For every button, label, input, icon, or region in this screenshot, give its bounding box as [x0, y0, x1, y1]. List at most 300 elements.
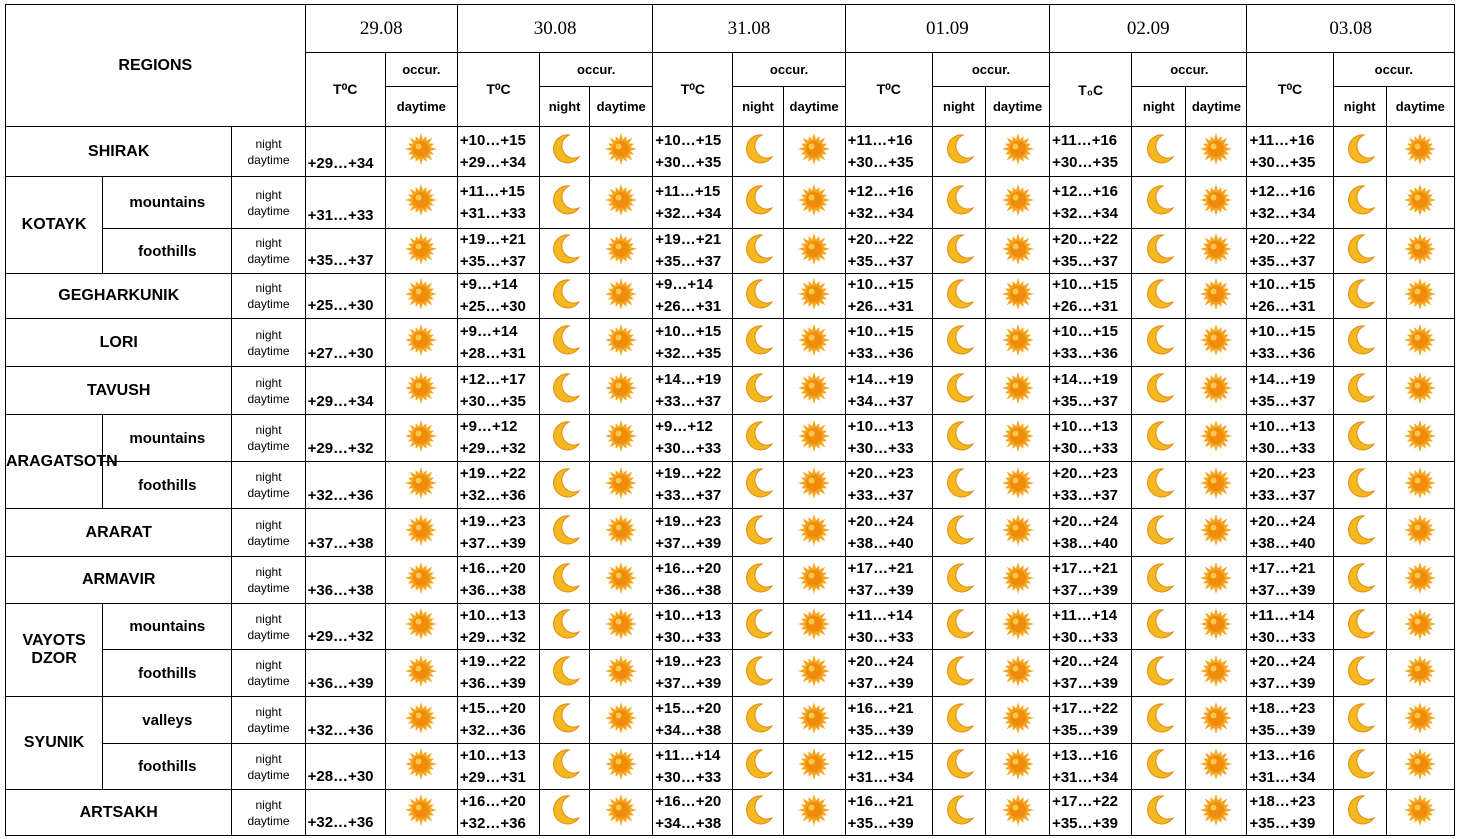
sun-icon [604, 561, 638, 600]
day-temperature: +33…+37 [1249, 487, 1316, 504]
day-temperature: +35…+37 [1249, 392, 1316, 410]
temperature-cell [1050, 557, 1132, 604]
night-temperature: +19…+21 [459, 231, 526, 248]
daytime-header: daytime [985, 87, 1049, 127]
night-temperature: +14…+19 [847, 370, 914, 388]
day-temperature: +32…+34 [1052, 204, 1118, 222]
sun-icon [1403, 232, 1437, 271]
temp-header: T⁰C [305, 53, 385, 127]
day-occurrence-cell [985, 697, 1049, 744]
moon-icon [942, 371, 976, 410]
period-labels [232, 557, 305, 604]
day-temperature: +29…+32 [459, 440, 526, 457]
moon-icon [942, 132, 976, 171]
night-temperature: +11…+15 [459, 182, 525, 200]
day-occurrence-cell [1186, 557, 1247, 604]
night-label: night [255, 470, 282, 484]
day-occurrence-cell [1386, 177, 1454, 229]
temperature-cell [457, 509, 539, 557]
night-temperature: +10…+15 [1052, 322, 1118, 340]
temperature-cell [1247, 462, 1333, 509]
day-temperature: +30…+35 [847, 153, 914, 171]
night-temperature: +19…+22 [655, 465, 722, 482]
day-temperature: +26…+31 [847, 298, 914, 315]
temp-header: T₀C [1050, 53, 1132, 127]
moon-icon [1343, 232, 1377, 271]
sun-icon [797, 371, 831, 410]
night-temperature: +16…+20 [655, 560, 722, 577]
moon-icon [1343, 607, 1377, 646]
temperature-cell [457, 415, 539, 462]
moon-icon [1343, 513, 1377, 552]
moon-icon [942, 466, 976, 505]
period-labels [232, 127, 305, 177]
night-occurrence-cell [932, 650, 985, 697]
day-occurrence-cell [985, 790, 1049, 836]
day-temperature: +31…+34 [1249, 768, 1316, 786]
temperature-cell [653, 509, 733, 557]
night-occurrence-cell [932, 790, 985, 836]
night-label: night [255, 611, 282, 626]
temperature-cell [845, 319, 932, 367]
day-occurrence-cell [1186, 415, 1247, 462]
temperature-cell [457, 604, 539, 650]
moon-icon [1343, 561, 1377, 600]
sun-icon [1199, 183, 1233, 222]
night-temperature: +18…+23 [1249, 700, 1316, 717]
night-occurrence-cell [1333, 177, 1386, 229]
night-occurrence-cell [540, 415, 590, 462]
moon-icon [942, 183, 976, 222]
night-occurrence-cell [1132, 367, 1186, 415]
night-occurrence-cell [540, 509, 590, 557]
night-temperature: +16…+20 [655, 792, 722, 810]
night-occurrence-cell [733, 274, 783, 319]
day-occurrence-cell [1386, 697, 1454, 744]
sun-icon [1001, 419, 1035, 458]
period-labels [232, 462, 305, 509]
moon-icon [1142, 701, 1176, 740]
temperature-cell: +35…+37 [305, 229, 385, 274]
night-occurrence-cell [932, 127, 985, 177]
moon-icon [1343, 371, 1377, 410]
night-temperature: +12…+16 [1052, 182, 1118, 200]
temperature-cell [653, 697, 733, 744]
daytime-label: daytime [247, 252, 290, 266]
day-temperature: +33…+37 [655, 487, 722, 504]
day-occurrence-cell [1186, 462, 1247, 509]
temperature-cell [1050, 462, 1132, 509]
period-labels [232, 697, 305, 744]
temperature-cell: +29…+34 [305, 367, 385, 415]
night-temperature: +10…+15 [847, 276, 914, 293]
subregion-name: mountains [103, 415, 232, 462]
night-temperature: +12…+16 [847, 182, 914, 200]
night-temperature: +10…+13 [1052, 418, 1118, 435]
temperature-cell [845, 274, 932, 319]
temperature-cell [1050, 319, 1132, 367]
night-label: night [255, 658, 282, 672]
moon-icon [942, 607, 976, 646]
day-occurrence-cell [590, 274, 653, 319]
temperature-cell [845, 127, 932, 177]
sun-icon [404, 132, 438, 171]
sun-icon [604, 607, 638, 646]
night-temperature: +16…+21 [847, 700, 914, 717]
subregion-name: foothills [103, 229, 232, 274]
sun-icon [1199, 232, 1233, 271]
day-temperature: +30…+35 [655, 153, 722, 171]
day-occurrence-cell [783, 509, 845, 557]
moon-icon [1142, 183, 1176, 222]
moon-icon [1142, 747, 1176, 786]
day-temperature: +26…+31 [1249, 298, 1316, 315]
sun-icon [604, 183, 638, 222]
sun-icon [797, 132, 831, 171]
day-occurrence-cell [1386, 790, 1454, 836]
day-occurrence-cell [985, 650, 1049, 697]
night-occurrence-cell [1132, 509, 1186, 557]
moon-icon [548, 747, 582, 786]
day-temperature: +35…+39 [1052, 814, 1118, 832]
sun-icon [1001, 561, 1035, 600]
day-occurrence-cell [783, 650, 845, 697]
temperature-cell [457, 790, 539, 836]
sun-icon [1403, 561, 1437, 600]
period-labels [232, 415, 305, 462]
day-occurrence-cell [1186, 229, 1247, 274]
temperature-cell [1247, 604, 1333, 650]
night-temperature: +20…+24 [1052, 653, 1118, 670]
night-temperature: +14…+19 [655, 370, 722, 388]
region-name: SYUNIK [6, 697, 103, 790]
moon-icon [1343, 747, 1377, 786]
night-temperature: +12…+15 [847, 746, 914, 764]
day-temperature: +34…+38 [655, 814, 722, 832]
temperature-cell [845, 509, 932, 557]
sun-icon [1199, 654, 1233, 693]
night-temperature: +20…+24 [1052, 512, 1118, 530]
night-temperature: +12…+16 [1249, 182, 1316, 200]
night-label: night [255, 751, 282, 766]
day-occurrence-cell [985, 462, 1049, 509]
day-occurrence-cell [385, 509, 457, 557]
moon-icon [741, 323, 775, 362]
day-temperature: +37…+39 [847, 582, 914, 599]
night-occurrence-cell [733, 604, 783, 650]
daytime-label: daytime [247, 297, 290, 311]
night-temperature: +19…+23 [655, 653, 722, 670]
day-temperature: +37…+39 [459, 534, 526, 552]
period-labels [232, 744, 305, 790]
night-temperature: +10…+15 [459, 131, 526, 149]
night-occurrence-cell [1132, 697, 1186, 744]
sun-icon [604, 371, 638, 410]
table-row [6, 790, 1455, 836]
temperature-cell: +25…+30 [305, 274, 385, 319]
day-temperature: +33…+37 [655, 392, 722, 410]
day-temperature: +35…+39 [1249, 722, 1316, 739]
day-occurrence-cell [985, 127, 1049, 177]
region-name: ARARAT [6, 509, 232, 557]
night-occurrence-cell [1333, 697, 1386, 744]
day-occurrence-cell [783, 557, 845, 604]
day-occurrence-cell [783, 415, 845, 462]
night-occurrence-cell [1132, 462, 1186, 509]
subregion-name: valleys [103, 697, 232, 744]
daytime-header: daytime [1186, 87, 1247, 127]
region-name: LORI [6, 319, 232, 367]
temperature-cell [1247, 650, 1333, 697]
moon-icon [741, 466, 775, 505]
day-temperature: +33…+37 [847, 487, 914, 504]
sun-icon [1199, 513, 1233, 552]
night-temperature: +18…+23 [1249, 792, 1316, 810]
day-occurrence-cell [590, 697, 653, 744]
temperature-cell [1247, 509, 1333, 557]
sun-icon [1403, 132, 1437, 171]
sun-icon [1001, 701, 1035, 740]
moon-icon [548, 323, 582, 362]
sun-icon [1001, 183, 1035, 222]
moon-icon [1343, 793, 1377, 832]
forecast-body [6, 127, 1455, 836]
day-occurrence-cell [985, 509, 1049, 557]
daytime-label: daytime [247, 439, 290, 453]
night-occurrence-cell [540, 650, 590, 697]
day-temperature: +35…+37 [1052, 253, 1118, 270]
moon-icon [942, 793, 976, 832]
temperature-cell [845, 367, 932, 415]
day-temperature: +35…+37 [1052, 392, 1118, 410]
night-temperature: +9…+12 [459, 418, 518, 435]
temperature-cell [653, 790, 733, 836]
day-temperature: +30…+33 [1052, 628, 1118, 646]
region-name: GEGHARKUNIK [6, 274, 232, 319]
night-occurrence-cell [733, 229, 783, 274]
day-temperature: +34…+37 [847, 392, 914, 410]
night-occurrence-cell [1132, 274, 1186, 319]
temperature-cell [1050, 274, 1132, 319]
day-occurrence-cell [385, 697, 457, 744]
sun-icon [1001, 323, 1035, 362]
moon-icon [741, 419, 775, 458]
night-temperature: +20…+23 [1249, 465, 1316, 482]
night-occurrence-cell [540, 604, 590, 650]
night-occurrence-cell [1132, 557, 1186, 604]
temperature-cell [1247, 274, 1333, 319]
day-occurrence-cell [783, 177, 845, 229]
temp-header: T⁰C [653, 53, 733, 127]
table-row [6, 557, 1455, 604]
day-temperature: +37…+39 [1052, 675, 1118, 692]
night-occurrence-cell [932, 604, 985, 650]
night-occurrence-cell [1132, 415, 1186, 462]
temperature-cell [845, 177, 932, 229]
region-name: ARAGATSOTN [6, 415, 103, 509]
sun-icon [1403, 323, 1437, 362]
table-row [6, 177, 1455, 229]
night-temperature: +13…+16 [1249, 746, 1316, 764]
night-occurrence-cell [733, 177, 783, 229]
temperature-cell [653, 744, 733, 790]
day-occurrence-cell [590, 127, 653, 177]
date-header: 30.08 [457, 5, 652, 53]
night-occurrence-cell [1132, 790, 1186, 836]
day-temperature: +32…+36 [459, 487, 526, 504]
sun-icon [1403, 371, 1437, 410]
sun-icon [404, 654, 438, 693]
day-temperature: +30…+33 [847, 628, 914, 646]
sun-icon [797, 419, 831, 458]
period-labels [232, 177, 305, 229]
moon-icon [741, 747, 775, 786]
day-temperature: +31…+34 [847, 768, 914, 786]
night-temperature: +19…+23 [459, 512, 526, 530]
period-labels [232, 650, 305, 697]
day-temperature: +38…+40 [1249, 534, 1316, 552]
sun-icon [404, 607, 438, 646]
day-occurrence-cell [783, 697, 845, 744]
day-temperature: +33…+36 [1052, 344, 1118, 362]
sun-icon [1001, 607, 1035, 646]
day-occurrence-cell [385, 744, 457, 790]
night-temperature: +10…+15 [655, 131, 722, 149]
temperature-cell [653, 462, 733, 509]
moon-icon [942, 277, 976, 316]
sun-icon [1403, 513, 1437, 552]
day-temperature: +36…+38 [655, 582, 722, 599]
temperature-cell [457, 744, 539, 790]
day-occurrence-cell [1186, 650, 1247, 697]
moon-icon [1343, 466, 1377, 505]
night-temperature: +10…+13 [655, 606, 722, 624]
moon-icon [1142, 607, 1176, 646]
night-occurrence-cell [1132, 604, 1186, 650]
moon-icon [942, 561, 976, 600]
sun-icon [1199, 466, 1233, 505]
day-occurrence-cell [783, 127, 845, 177]
sun-icon [1403, 466, 1437, 505]
day-occurrence-cell [385, 229, 457, 274]
moon-icon [548, 513, 582, 552]
sun-icon [1403, 607, 1437, 646]
temperature-cell: +36…+39 [305, 650, 385, 697]
daytime-label: daytime [247, 391, 290, 406]
daytime-label: daytime [247, 581, 290, 595]
daytime-label: daytime [247, 486, 290, 500]
temperature-cell [457, 274, 539, 319]
night-occurrence-cell [932, 557, 985, 604]
day-occurrence-cell [1186, 744, 1247, 790]
temp-header: T⁰C [1247, 53, 1333, 127]
night-temperature: +20…+23 [847, 465, 914, 482]
night-temperature: +16…+20 [459, 560, 526, 577]
table-row [6, 319, 1455, 367]
sun-icon [1199, 747, 1233, 786]
table-row [6, 462, 1455, 509]
temperature-cell [1050, 509, 1132, 557]
day-temperature: +37…+39 [1249, 675, 1316, 692]
moon-icon [548, 132, 582, 171]
subregion-name: foothills [103, 744, 232, 790]
night-label: night [255, 375, 282, 390]
day-occurrence-cell [783, 744, 845, 790]
night-temperature: +10…+13 [459, 606, 526, 624]
day-occurrence-cell [385, 127, 457, 177]
day-occurrence-cell [590, 650, 653, 697]
temperature-cell: +31…+33 [305, 177, 385, 229]
occur-header: occur. [385, 53, 457, 87]
night-occurrence-cell [932, 367, 985, 415]
day-temperature: +32…+36 [459, 814, 526, 832]
night-temperature: +20…+24 [1249, 512, 1316, 530]
subregion-name: foothills [103, 650, 232, 697]
night-temperature: +20…+23 [1052, 465, 1118, 482]
night-occurrence-cell [1132, 127, 1186, 177]
night-temperature: +16…+21 [847, 792, 914, 810]
day-occurrence-cell [1386, 229, 1454, 274]
night-label: night [255, 705, 282, 719]
night-header: night [540, 87, 590, 127]
day-occurrence-cell [985, 319, 1049, 367]
moon-icon [1343, 419, 1377, 458]
sun-icon [404, 183, 438, 222]
night-occurrence-cell [932, 462, 985, 509]
moon-icon [548, 232, 582, 271]
daytime-label: daytime [247, 152, 290, 167]
temperature-cell [457, 697, 539, 744]
moon-icon [741, 701, 775, 740]
night-occurrence-cell [1333, 415, 1386, 462]
sun-icon [1001, 371, 1035, 410]
sun-icon [797, 561, 831, 600]
temperature-cell [845, 415, 932, 462]
moon-icon [741, 513, 775, 552]
night-occurrence-cell [932, 319, 985, 367]
moon-icon [942, 747, 976, 786]
night-occurrence-cell [733, 127, 783, 177]
night-occurrence-cell [1333, 274, 1386, 319]
sun-icon [1001, 747, 1035, 786]
temperature-cell [1050, 650, 1132, 697]
temperature-cell [1050, 367, 1132, 415]
occur-header: occur. [1132, 53, 1247, 87]
day-occurrence-cell [1386, 415, 1454, 462]
night-temperature: +17…+21 [847, 560, 914, 577]
sun-icon [1199, 701, 1233, 740]
sun-icon [1199, 419, 1233, 458]
day-occurrence-cell [1386, 274, 1454, 319]
sun-icon [404, 747, 438, 786]
night-temperature: +12…+17 [459, 370, 526, 388]
day-occurrence-cell [385, 462, 457, 509]
moon-icon [1343, 701, 1377, 740]
night-occurrence-cell [733, 697, 783, 744]
night-temperature: +10…+15 [1249, 322, 1316, 340]
night-temperature: +20…+24 [847, 512, 914, 530]
day-occurrence-cell [1386, 509, 1454, 557]
sun-icon [604, 701, 638, 740]
region-name: TAVUSH [6, 367, 232, 415]
temperature-cell [1050, 415, 1132, 462]
sun-icon [1001, 232, 1035, 271]
sun-icon [604, 513, 638, 552]
moon-icon [1142, 793, 1176, 832]
temperature-cell [653, 557, 733, 604]
temperature-cell [1050, 604, 1132, 650]
night-occurrence-cell [540, 790, 590, 836]
